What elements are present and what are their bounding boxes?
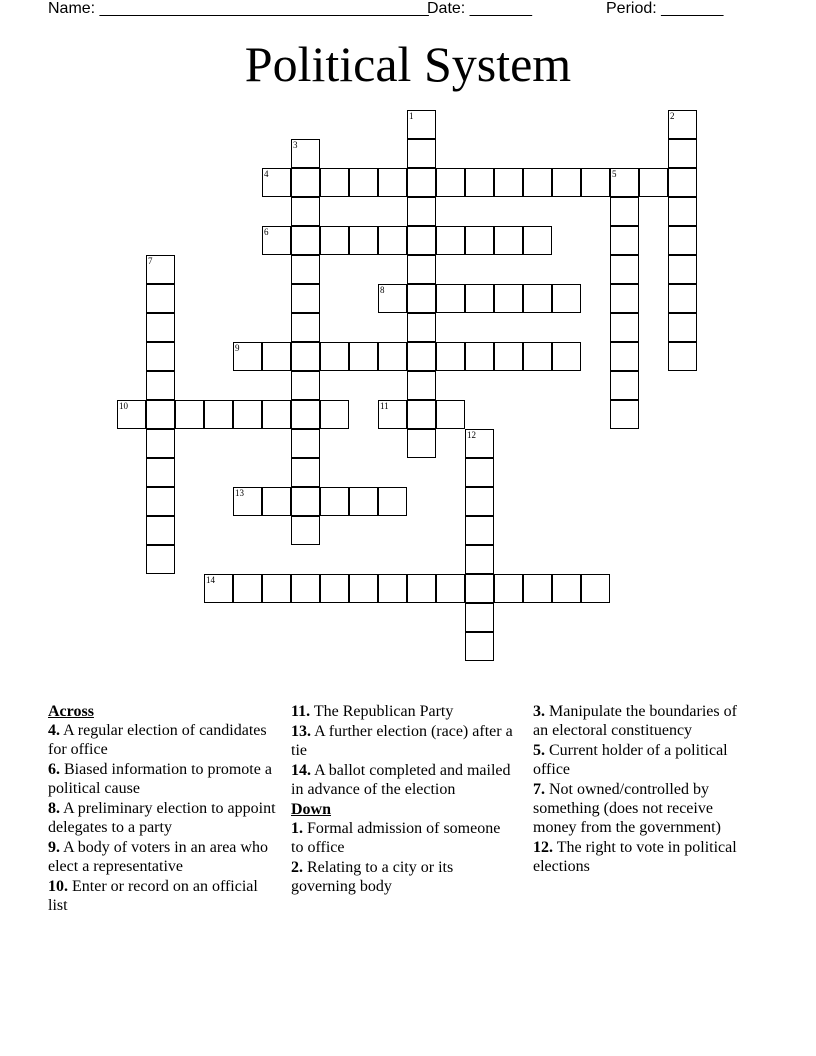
grid-cell[interactable] bbox=[494, 574, 523, 603]
clue-across-14: 14. A ballot completed and mailed in advance of the election bbox=[291, 762, 511, 798]
grid-cell[interactable] bbox=[581, 168, 610, 197]
clue-number-label: 3 bbox=[293, 140, 298, 150]
grid-cell[interactable] bbox=[523, 284, 552, 313]
grid-cell[interactable] bbox=[262, 487, 291, 516]
grid-cell[interactable] bbox=[465, 632, 494, 661]
grid-cell[interactable] bbox=[291, 574, 320, 603]
grid-cell[interactable] bbox=[349, 342, 378, 371]
grid-cell[interactable] bbox=[610, 342, 639, 371]
grid-cell[interactable] bbox=[494, 284, 523, 313]
grid-cell[interactable] bbox=[146, 371, 175, 400]
grid-cell[interactable] bbox=[465, 284, 494, 313]
clues-column-3 bbox=[533, 702, 745, 877]
clue-number-label: 7 bbox=[148, 256, 153, 266]
grid-cell[interactable] bbox=[291, 313, 320, 342]
clue-number-label: 2 bbox=[670, 111, 675, 121]
grid-cell[interactable] bbox=[291, 516, 320, 545]
across-heading: Across bbox=[48, 703, 94, 720]
grid-cell[interactable] bbox=[146, 487, 175, 516]
grid-cell[interactable] bbox=[552, 574, 581, 603]
grid-cell[interactable] bbox=[291, 487, 320, 516]
down-heading: Down bbox=[291, 801, 332, 818]
grid-cell[interactable] bbox=[668, 342, 697, 371]
grid-cell[interactable] bbox=[291, 284, 320, 313]
grid-cell[interactable] bbox=[291, 400, 320, 429]
grid-cell[interactable] bbox=[436, 284, 465, 313]
grid-cell[interactable] bbox=[552, 168, 581, 197]
grid-cell[interactable] bbox=[378, 168, 407, 197]
grid-cell[interactable] bbox=[668, 284, 697, 313]
grid-cell[interactable] bbox=[349, 574, 378, 603]
grid-cell[interactable] bbox=[291, 168, 320, 197]
grid-cell[interactable] bbox=[378, 226, 407, 255]
grid-cell[interactable] bbox=[639, 168, 668, 197]
grid-cell[interactable] bbox=[407, 342, 436, 371]
grid-cell[interactable] bbox=[436, 226, 465, 255]
clue-across-4: 4. A regular election of candidates for office bbox=[48, 722, 267, 758]
grid-cell[interactable] bbox=[291, 371, 320, 400]
clue-number-label: 8 bbox=[380, 285, 385, 295]
grid-cell[interactable] bbox=[407, 429, 436, 458]
clue-across-10: 10. Enter or record on an official list bbox=[48, 878, 258, 914]
clue-number-label: 4 bbox=[264, 169, 269, 179]
clue-number-label: 1 bbox=[409, 111, 414, 121]
grid-cell[interactable] bbox=[407, 371, 436, 400]
grid-cell[interactable] bbox=[349, 168, 378, 197]
grid-cell[interactable] bbox=[668, 313, 697, 342]
grid-cell[interactable] bbox=[668, 226, 697, 255]
clue-across-13: 13. A further election (race) after a tie bbox=[291, 723, 513, 759]
clue-down-5: 5. Current holder of a political office bbox=[533, 742, 728, 778]
grid-cell[interactable] bbox=[668, 255, 697, 284]
clue-number-label: 11 bbox=[380, 401, 389, 411]
grid-cell[interactable] bbox=[291, 226, 320, 255]
grid-cell[interactable] bbox=[407, 313, 436, 342]
grid-cell[interactable] bbox=[494, 168, 523, 197]
grid-cell[interactable] bbox=[291, 197, 320, 226]
grid-cell[interactable] bbox=[552, 342, 581, 371]
clue-number-label: 5 bbox=[612, 169, 617, 179]
grid-cell[interactable] bbox=[407, 226, 436, 255]
grid-cell[interactable] bbox=[465, 342, 494, 371]
grid-cell[interactable] bbox=[465, 545, 494, 574]
grid-cell[interactable] bbox=[407, 168, 436, 197]
grid-cell[interactable] bbox=[204, 400, 233, 429]
date-field[interactable]: Date: _______ bbox=[427, 0, 532, 17]
grid-cell[interactable] bbox=[436, 168, 465, 197]
grid-cell[interactable] bbox=[407, 400, 436, 429]
grid-cell[interactable] bbox=[610, 255, 639, 284]
grid-cell[interactable] bbox=[291, 458, 320, 487]
grid-cell[interactable] bbox=[407, 284, 436, 313]
grid-cell[interactable] bbox=[465, 226, 494, 255]
clue-number-label: 10 bbox=[119, 401, 128, 411]
clue-down-2: 2. Relating to a city or its governing body bbox=[291, 859, 454, 895]
clue-across-9: 9. A body of voters in an area who elect a representative bbox=[48, 839, 268, 875]
grid-cell[interactable] bbox=[407, 197, 436, 226]
grid-cell[interactable] bbox=[175, 400, 204, 429]
grid-cell[interactable] bbox=[262, 400, 291, 429]
clue-number-label: 13 bbox=[235, 488, 244, 498]
grid-cell[interactable] bbox=[552, 284, 581, 313]
grid-cell[interactable] bbox=[349, 487, 378, 516]
grid-cell[interactable] bbox=[320, 487, 349, 516]
grid-cell[interactable] bbox=[320, 226, 349, 255]
grid-cell[interactable] bbox=[262, 574, 291, 603]
grid-cell[interactable] bbox=[146, 429, 175, 458]
grid-cell[interactable] bbox=[436, 574, 465, 603]
grid-cell[interactable] bbox=[146, 284, 175, 313]
grid-cell[interactable] bbox=[610, 284, 639, 313]
grid-cell[interactable] bbox=[320, 400, 349, 429]
grid-cell[interactable] bbox=[233, 400, 262, 429]
clue-down-12: 12. The right to vote in political elections bbox=[533, 839, 737, 875]
grid-cell[interactable] bbox=[465, 458, 494, 487]
grid-cell[interactable] bbox=[349, 226, 378, 255]
grid-cell[interactable] bbox=[668, 168, 697, 197]
grid-cell[interactable] bbox=[407, 255, 436, 284]
grid-cell[interactable] bbox=[378, 487, 407, 516]
clue-down-1: 1. Formal admission of someone to office bbox=[291, 820, 501, 856]
grid-cell[interactable] bbox=[407, 574, 436, 603]
clue-down-7: 7. Not owned/controlled by something (does not receive money from the government) bbox=[533, 781, 721, 836]
clues-column-1 bbox=[48, 702, 280, 916]
grid-cell[interactable] bbox=[146, 545, 175, 574]
grid-cell[interactable] bbox=[291, 255, 320, 284]
grid-cell[interactable] bbox=[465, 603, 494, 632]
grid-cell[interactable] bbox=[523, 342, 552, 371]
grid-cell[interactable] bbox=[610, 400, 639, 429]
grid-cell[interactable] bbox=[610, 371, 639, 400]
page-title: Political System bbox=[244, 36, 572, 92]
grid-cell[interactable] bbox=[291, 342, 320, 371]
grid-cell[interactable] bbox=[523, 226, 552, 255]
grid-cell[interactable] bbox=[146, 313, 175, 342]
grid-cell[interactable] bbox=[494, 342, 523, 371]
grid-cell[interactable] bbox=[436, 342, 465, 371]
grid-cell[interactable] bbox=[465, 487, 494, 516]
grid-cell[interactable] bbox=[146, 516, 175, 545]
grid-cell[interactable] bbox=[610, 226, 639, 255]
clue-number-label: 6 bbox=[264, 227, 269, 237]
grid-cell[interactable] bbox=[668, 139, 697, 168]
grid-cell[interactable] bbox=[465, 168, 494, 197]
grid-cell[interactable] bbox=[494, 226, 523, 255]
clue-across-6: 6. Biased information to promote a political cause bbox=[48, 761, 272, 797]
grid-cell[interactable] bbox=[291, 429, 320, 458]
grid-cell[interactable] bbox=[668, 197, 697, 226]
grid-cell[interactable] bbox=[378, 574, 407, 603]
grid-cell[interactable] bbox=[320, 168, 349, 197]
period-field[interactable]: Period: _______ bbox=[606, 0, 724, 17]
grid-cell[interactable] bbox=[523, 168, 552, 197]
clue-across-8: 8. A preliminary election to appoint delegates to a party bbox=[48, 800, 276, 836]
grid-cell[interactable] bbox=[407, 139, 436, 168]
grid-cell[interactable] bbox=[320, 574, 349, 603]
grid-cell[interactable] bbox=[262, 342, 291, 371]
grid-cell[interactable] bbox=[581, 574, 610, 603]
grid-cell[interactable] bbox=[610, 313, 639, 342]
grid-cell[interactable] bbox=[378, 342, 407, 371]
clues-column-2 bbox=[291, 702, 513, 897]
clue-number-label: 9 bbox=[235, 343, 240, 353]
grid-cell[interactable] bbox=[465, 516, 494, 545]
grid-cell[interactable] bbox=[320, 342, 349, 371]
grid-cell[interactable] bbox=[610, 197, 639, 226]
grid-cell[interactable] bbox=[436, 400, 465, 429]
grid-cell[interactable] bbox=[233, 574, 262, 603]
clue-across-11: 11. The Republican Party bbox=[291, 703, 454, 720]
grid-cell[interactable] bbox=[465, 574, 494, 603]
grid-cell[interactable] bbox=[146, 400, 175, 429]
name-field[interactable]: Name: _____________________________________ bbox=[48, 0, 429, 17]
clue-number-label: 14 bbox=[206, 575, 215, 585]
grid-cell[interactable] bbox=[146, 342, 175, 371]
grid-cell[interactable] bbox=[523, 574, 552, 603]
clue-down-3: 3. Manipulate the boundaries of an electoral constituency bbox=[533, 703, 737, 739]
clue-number-label: 12 bbox=[467, 430, 476, 440]
grid-cell[interactable] bbox=[146, 458, 175, 487]
